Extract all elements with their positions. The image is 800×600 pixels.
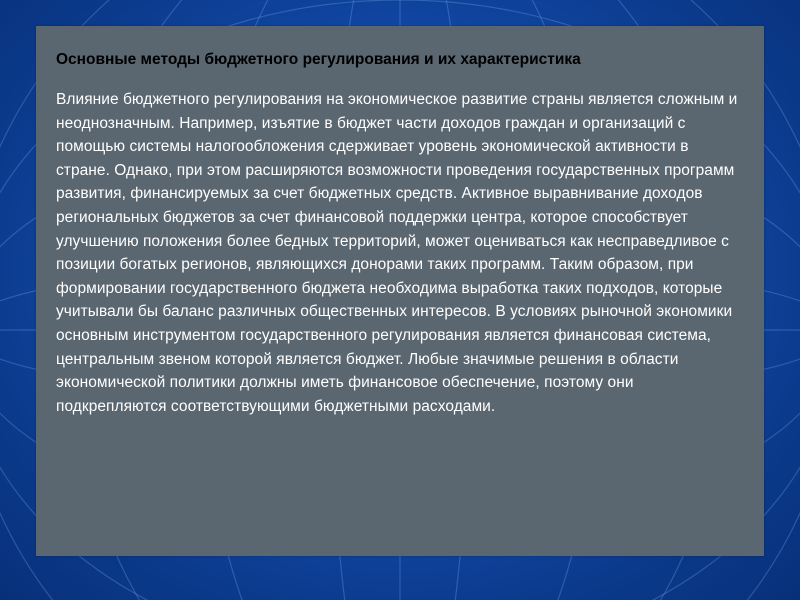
slide-title: Основные методы бюджетного регулирования и их характеристика xyxy=(56,51,581,68)
slide-body-text: Влияние бюджетного регулирования на экономическое развитие страны является сложным и неоднозначным. Например, изъятие в бюджет части доходов граждан и организаций с помощью системы налогообложения сдерживает уровень экономической активности в стране. Однако, при этом расширяются возможности проведения государственных программ развития, финансируемых за счет бюджетных средств. Активное выравнивание доходов региональных бюджетов за счет финансовой поддержки центра, которое способствует улучшению положения более бедных территорий, может оцениваться как несправедливое с позиции богатых регионов, являющихся донорами таких программ. Таким образом, при формировании государственного бюджета необходима выработка таких подходов, которые учитывали бы баланс различных общественных интересов. В условиях рыночной экономики основным инструментом государственного регулирования является финансовая система, центральным звеном которой является бюджет. Любые значимые решения в области экономической политики должны иметь финансовое обеспечение, поэтому они подкрепляются соответствующими бюджетными расходами. xyxy=(56,91,738,415)
text-box xyxy=(36,26,764,556)
